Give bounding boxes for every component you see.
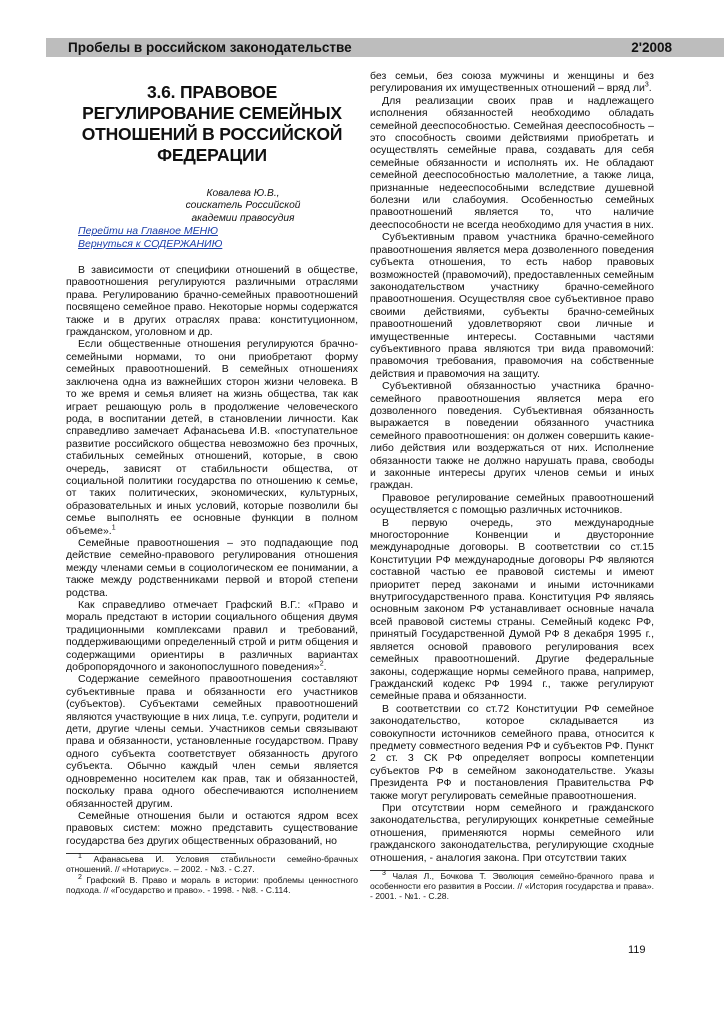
- footnote-ref: 1: [111, 524, 116, 532]
- navigation-links: [66, 225, 358, 250]
- paragraph: В зависимости от специфики отношений в обществе, правоотношения регулируются различными отраслями права. Регулированию брачно-семейных правоотношений посвящено семейное право. Некоторые нормы содержатся также и в других отраслях права: конституционном, гражданском, уголовном и др.: [66, 264, 358, 339]
- footnote-ref: 2: [319, 660, 324, 668]
- paragraph: При отсутствии норм семейного и гражданского законодательства, регулирующих конкретные семейные отношения, применяются нормы семейного или гражданского законодательства, регулирующие сходные отношения, - аналогия закона. При отсутствии таких: [370, 801, 654, 864]
- paragraph: Семейные отношения были и остаются ядром всех правовых систем: можно представить существование государства без других общественных образований, но: [66, 809, 358, 847]
- footnote: $^3$ Чалая Л., Бочкова Т. Эволюция семейно-брачного права и особенности его развития в России. // «История государства и права». - 2001. - №1. - С.28.: [370, 870, 655, 902]
- author-affiliation-line: соискатель Российской: [185, 200, 301, 212]
- paragraph: без семьи, без союза мужчины и женщины и без регулирования их имущественных отношений – вряд $ли^3$.: [370, 70, 654, 95]
- paragraph: Субъективной обязанностью участника брачно-семейного правоотношения является мера его дозволенного поведения. Субъективная обязанность выражается в поведении обязанного участника семейного правоотношения: он должен совершить какие-либо действия или воздержаться от них. Исполнение обязанности также не должно нарушать права, свободы и законные интересы других членов семьи и иных граждан.: [370, 380, 654, 492]
- issue-number: 2'2008: [631, 40, 672, 55]
- title-line: 3.6. ПРАВОВОЕ: [146, 82, 278, 102]
- left-body-text: [66, 264, 358, 847]
- journal-title: Пробелы в российском законодательстве: [68, 40, 352, 55]
- paragraph: В соответствии со ст.72 Конституции РФ семейное законодательство, которое складывается из совокупности источников семейного права, относится к предмету совместного ведения РФ и субъектов РФ. Пункт 2 ст. 3 СК РФ определяет вопросы компетенции субъектов РФ в семейном законодательстве. Указы Президента РФ и постановления Правительства РФ также могут регулировать семейные правоотношения.: [370, 702, 654, 802]
- title-line: ОТНОШЕНИЙ В РОССИЙСКОЙ: [81, 124, 343, 144]
- author-block: [66, 188, 358, 225]
- author-affiliation-line: академии правосудия: [191, 212, 295, 224]
- footnote-ref: 3: [644, 81, 649, 89]
- journal-header-bar: [46, 38, 724, 57]
- article-title: [66, 82, 358, 166]
- page-number: 119: [628, 944, 646, 956]
- paragraph: Семейные правоотношения – это подпадающие под действие семейно-правового регулирования отношения между членами семьи в социологическом ее понимании, а также между родственниками первой и второй степени родства.: [66, 536, 358, 599]
- paragraph: Как справедливо отмечает Графский В.Г.: «Право и мораль предстают в истории социального общения двумя традиционными комплексами правил и требований, поддерживающими определенный строй и ритм общения и содержащими ориентиры в различных вариантах добропорядочного и законопослушного поведения»$^2$.: [66, 599, 358, 674]
- paragraph: Если общественные отношения регулируются брачно-семейными нормами, то они приобретают форму семейных правоотношений. В семейных отношениях заключена одна из важнейших сторон жизни человека. В то же время и семья влияет на жизнь общества, так как играет решающую роль в продолжение человеческого рода, в воспитании детей, в становлении личности. Как справедливо замечает Афанасьева И.В. «поступательное развитие российского общества невозможно без прочных, стабильных семейных отношений, которые, в свою очередь, зависят от стабильности общества, от социальной политики государства по отношению к семье, от таких политических, экономических, культурных, образовательных и иных условий, которые позволили бы семье выполнять ее основные функции в полном объеме».$^1$: [66, 338, 358, 537]
- footnote: $^1$ Афанасьева И. Условия стабильности семейно-брачных отношений. // «Нотариус». – 2002. - №3. - С.27.: [66, 853, 358, 875]
- title-line: РЕГУЛИРОВАНИЕ СЕМЕЙНЫХ: [82, 103, 342, 123]
- paragraph: Субъективным правом участника брачно-семейного правоотношения является мера дозволенного поведения субъекта отношения, то есть набор правовых возможностей (правомочий), предоставленных семейным законодательством участнику брачно-семейного правоотношения. Осуществляя свое субъективное право своими действиями, субъекты брачно-семейных правоотношений удовлетворяют свои личные и имущественные интересы. Составными частями субъективного права являются три вида правомочий: правомочия требования, правомочия на собственные действия и правомочия на защиту.: [370, 231, 654, 380]
- right-column: [370, 70, 654, 902]
- left-column: [66, 70, 358, 895]
- paragraph: Содержание семейного правоотношения составляют субъективные права и обязанности его участников (субъектов). Субъектами семейных правоотношений являются участвующие в них лица, т.е. супруги, родители и дети, другие члены семьи. Участников семьи связывают права и обязанности, установленные государством. Праву одного субъекта соответствует обязанность другого субъекта. Обычно каждый член семьи является одновременно носителем как прав, так и обязанностей, поскольку права одного обеспечиваются исполнением обязанностей другим.: [66, 673, 358, 810]
- footnotes-left: [66, 854, 358, 895]
- title-line: ФЕДЕРАЦИИ: [157, 145, 267, 165]
- contents-link[interactable]: Вернуться к СОДЕРЖАНИЮ: [78, 237, 223, 250]
- paragraph: Для реализации своих прав и надлежащего исполнения обязанностей необходимо обладать семейной дееспособностью. Семейная дееспособность – это способность своими действиями приобретать и осуществлять семейные права, создавать для себя семейные обязанности и исполнять их. Не обладают семейной дееспособностью малолетние, а также лица, признанные недееспособными вследствие душевной болезни или слабоумия. Особенностью семейных правоотношений является то, что наличие дееспособности не всегда необходимо для участия в них.: [370, 94, 654, 231]
- footnotes-right: [370, 871, 654, 902]
- paragraph: В первую очередь, это международные многосторонние Конвенции и двусторонние международные договоры. В соответствии со ст.15 Конституции РФ международные договоры РФ являются составной частью ее правовой системы и имеют приоритет перед законами и иными источниками внутригосударственного права. Конституция РФ являясь основным законом РФ устанавливает основные начала всей правовой системы страны. Семейный кодекс РФ, принятый Государственной Думой РФ 8 декабря 1995 г., является основой правового регулирования всех семейных правоотношений. Другие федеральные законы, содержащие нормы семейного права, например, Гражданский кодекс РФ 1994 г., также регулируют семейные права и обязанности.: [370, 516, 654, 703]
- main-menu-link[interactable]: Перейти на Главное МЕНЮ: [78, 225, 218, 238]
- footnote: $^2$ Графский В. Право и мораль в истории: проблемы ценностного подхода. // «Государство и право». - 1998. - №8. - С.114.: [66, 873, 358, 895]
- paragraph: Правовое регулирование семейных правоотношений осуществляется с помощью различных источников.: [370, 491, 654, 517]
- author-name: Ковалева Ю.В.,: [206, 188, 280, 199]
